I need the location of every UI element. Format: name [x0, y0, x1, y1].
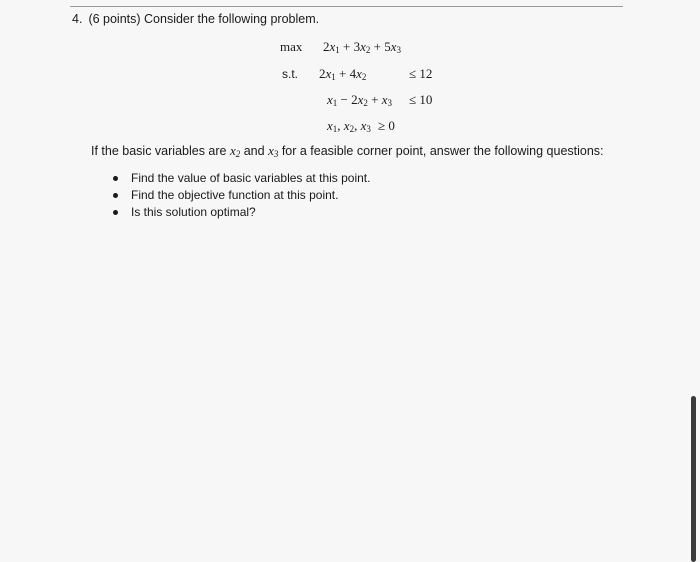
bullet-icon [113, 210, 118, 215]
scrollbar-thumb[interactable] [691, 396, 696, 562]
question-title: (6 points) Consider the following problem. [88, 12, 320, 26]
question-list [113, 170, 370, 221]
variable-x3: $x_3$ [268, 143, 279, 159]
constraint-1-lhs: $2x_1 + 4x_2$ [319, 66, 367, 82]
max-label: max [280, 39, 303, 54]
question-number: 4. [72, 12, 83, 26]
vertical-scrollbar[interactable] [686, 0, 700, 562]
constraint-2-rhs: ≤ 10 [409, 92, 433, 107]
question-prompt: If the basic variables are $x_2$ and $x_3$ for a feasible corner point, answer the following questions: [91, 143, 604, 159]
bullet-icon [113, 193, 118, 198]
list-item: Is this solution optimal? [113, 204, 370, 221]
top-divider [70, 6, 623, 7]
list-item: Find the objective function at this point. [113, 187, 370, 204]
nonnegativity-lhs: $x_1$, $x_2$, $x_3$ [327, 118, 371, 134]
variable-x2: $x_2$ [229, 143, 241, 159]
nonnegativity-rhs: ≥ 0 [378, 118, 395, 133]
constraint-1-rhs: ≤ 12 [409, 66, 433, 81]
question-header [72, 12, 319, 26]
objective-function: $2x_1 + 3x_2 + 5x_3$ [323, 39, 402, 55]
list-item: Find the value of basic variables at this point. [113, 170, 370, 187]
bullet-icon [113, 176, 118, 181]
subject-to-label: s.t. [282, 67, 299, 81]
constraint-2-lhs: $x_1 - 2x_2 + x_3$ [327, 92, 393, 108]
